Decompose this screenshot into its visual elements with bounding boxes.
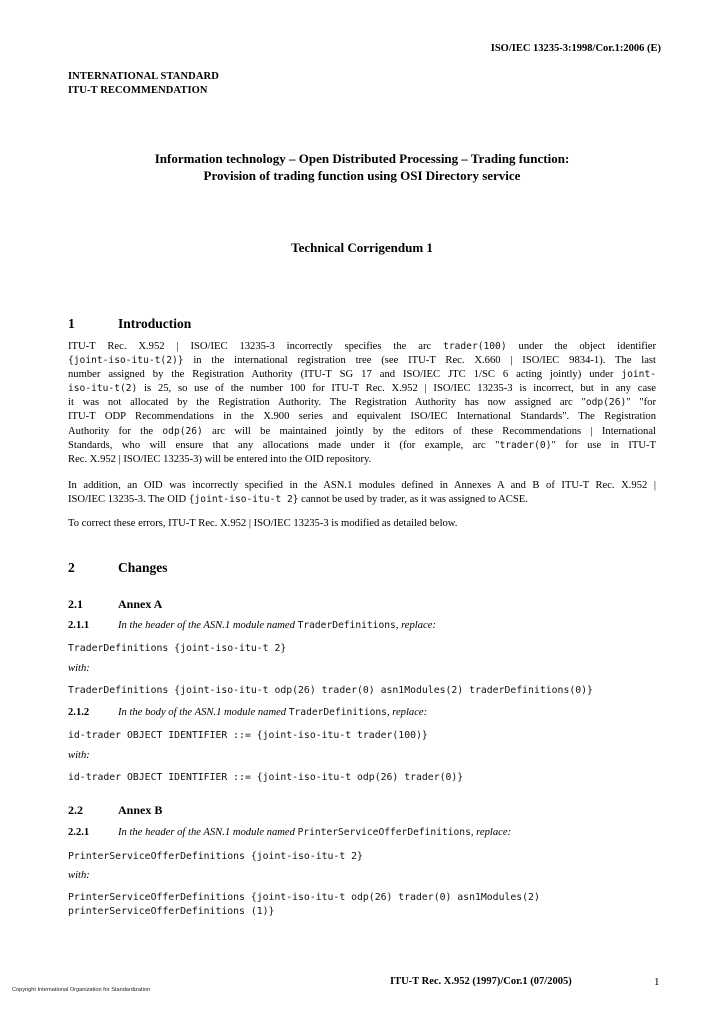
paragraph-line: it was not allocated by the Registration Authority. The Registration Authority has now assigned arc "odp(26)" "for — [68, 397, 657, 409]
step-2-2-1: 2.2.1 In the header of the ASN.1 module named PrinterServiceOfferDefinitions, replace: — [68, 827, 512, 838]
annex-b-heading — [68, 803, 162, 818]
with-label: with: — [68, 663, 90, 674]
title-line-1: Information technology – Open Distributed Processing – Trading function: — [154, 151, 570, 166]
intro-paragraph-2 — [68, 479, 656, 507]
step-number: 2.1.2 — [68, 707, 90, 718]
paragraph-line: Authority for the odp(26) arc will be maintained jointly by the editors of these Recommendations | International — [68, 425, 656, 437]
code-new: TraderDefinitions {joint-iso-itu-t odp(26) trader(0) asn1Modules(2) traderDefinitions(0)} — [68, 685, 593, 696]
step-2-1-1: 2.1.1 In the header of the ASN.1 module named TraderDefinitions, replace: — [68, 620, 436, 631]
code-old: PrinterServiceOfferDefinitions {joint-iso-itu-t 2} — [68, 851, 363, 862]
code-new-line-1: PrinterServiceOfferDefinitions {joint-iso-itu-t odp(26) trader(0) asn1Modules(2) — [68, 892, 540, 903]
subsection-title: Annex A — [118, 597, 163, 611]
section-number: 1 — [68, 316, 75, 331]
section-1-heading — [68, 316, 191, 332]
document-title — [60, 150, 664, 184]
subsection-title: Annex B — [118, 803, 163, 817]
annex-a-heading — [68, 597, 162, 612]
document-reference-header: ISO/IEC 13235-3:1998/Cor.1:2006 (E) — [490, 43, 661, 54]
code-new — [68, 891, 540, 918]
subsection-number: 2.1 — [68, 597, 83, 611]
paragraph-line: {joint-iso-itu-t(2)} in the international registration tree (see ITU-T Rec. X.660 | ISO/IEC 9834-1). The last — [68, 355, 656, 367]
intro-paragraph-3: To correct these errors, ITU-T Rec. X.952 | ISO/IEC 13235-3 is modified as detailed below. — [68, 518, 458, 529]
recommendation-reference-footer: ITU-T Rec. X.952 (1997)/Cor.1 (07/2005) — [390, 976, 572, 987]
section-2-heading — [68, 560, 168, 576]
step-number: 2.1.1 — [68, 620, 90, 631]
with-label: with: — [68, 870, 90, 881]
with-label: with: — [68, 750, 90, 761]
code-old: id-trader OBJECT IDENTIFIER ::= {joint-iso-itu-t trader(100)} — [68, 730, 428, 741]
standard-line-international: INTERNATIONAL STANDARD — [68, 71, 219, 82]
section-title: Changes — [118, 560, 168, 575]
code-old: TraderDefinitions {joint-iso-itu-t 2} — [68, 643, 287, 654]
intro-paragraph-1 — [68, 340, 656, 467]
corrigendum-title: Technical Corrigendum 1 — [291, 240, 433, 255]
section-title: Introduction — [118, 316, 192, 331]
copyright-notice: Copyright International Organization for Standardization — [12, 987, 151, 993]
step-2-1-2: 2.1.2 In the body of the ASN.1 module named TraderDefinitions, replace: — [68, 707, 428, 718]
code-new-line-2: printerServiceOfferDefinitions (1)} — [68, 905, 275, 917]
section-number: 2 — [68, 560, 75, 575]
paragraph-line: In addition, an OID was incorrectly specified in the ASN.1 modules defined in Annexes A and B of ITU-T Rec. X.952 | — [68, 480, 656, 491]
paragraph-line: ITU-T ODP Recommendations in the X.900 series and equivalent ISO/IEC International Standards". The Registration — [68, 411, 656, 423]
title-line-2: Provision of trading function using OSI Directory service — [203, 168, 521, 183]
standard-designation — [68, 70, 219, 98]
step-number: 2.2.1 — [68, 827, 90, 838]
standard-line-itu: ITU-T RECOMMENDATION — [68, 85, 208, 96]
paragraph-line: ITU-T Rec. X.952 | ISO/IEC 13235-3 incorrectly specifies the arc trader(100) under the object identifier — [68, 341, 656, 352]
paragraph-line: ISO/IEC 13235-3. The OID {joint-iso-itu-t 2} cannot be used by trader, as it was assigned to ACSE. — [68, 494, 528, 506]
page-number: 1 — [654, 976, 660, 988]
paragraph-line: Standards, who will ensure that any allocations made under it (for example, arc "trader(0)" for use in ITU-T — [68, 439, 656, 451]
subsection-number: 2.2 — [68, 803, 83, 817]
paragraph-line: number assigned by the Registration Authority (ITU-T SG 17 and ISO/IEC JTC 1/SC 6 acting jointly) under joint- — [68, 369, 656, 381]
paragraph-line: iso-itu-t(2) is 25, so use of the number 100 for ITU-T Rec. X.952 | ISO/IEC 13235-3 is incorrect, but in any case — [68, 383, 656, 395]
paragraph-line: Rec. X.952 | ISO/IEC 13235-3) will be entered into the OID repository. — [68, 453, 372, 465]
code-new: id-trader OBJECT IDENTIFIER ::= {joint-iso-itu-t odp(26) trader(0)} — [68, 772, 464, 783]
